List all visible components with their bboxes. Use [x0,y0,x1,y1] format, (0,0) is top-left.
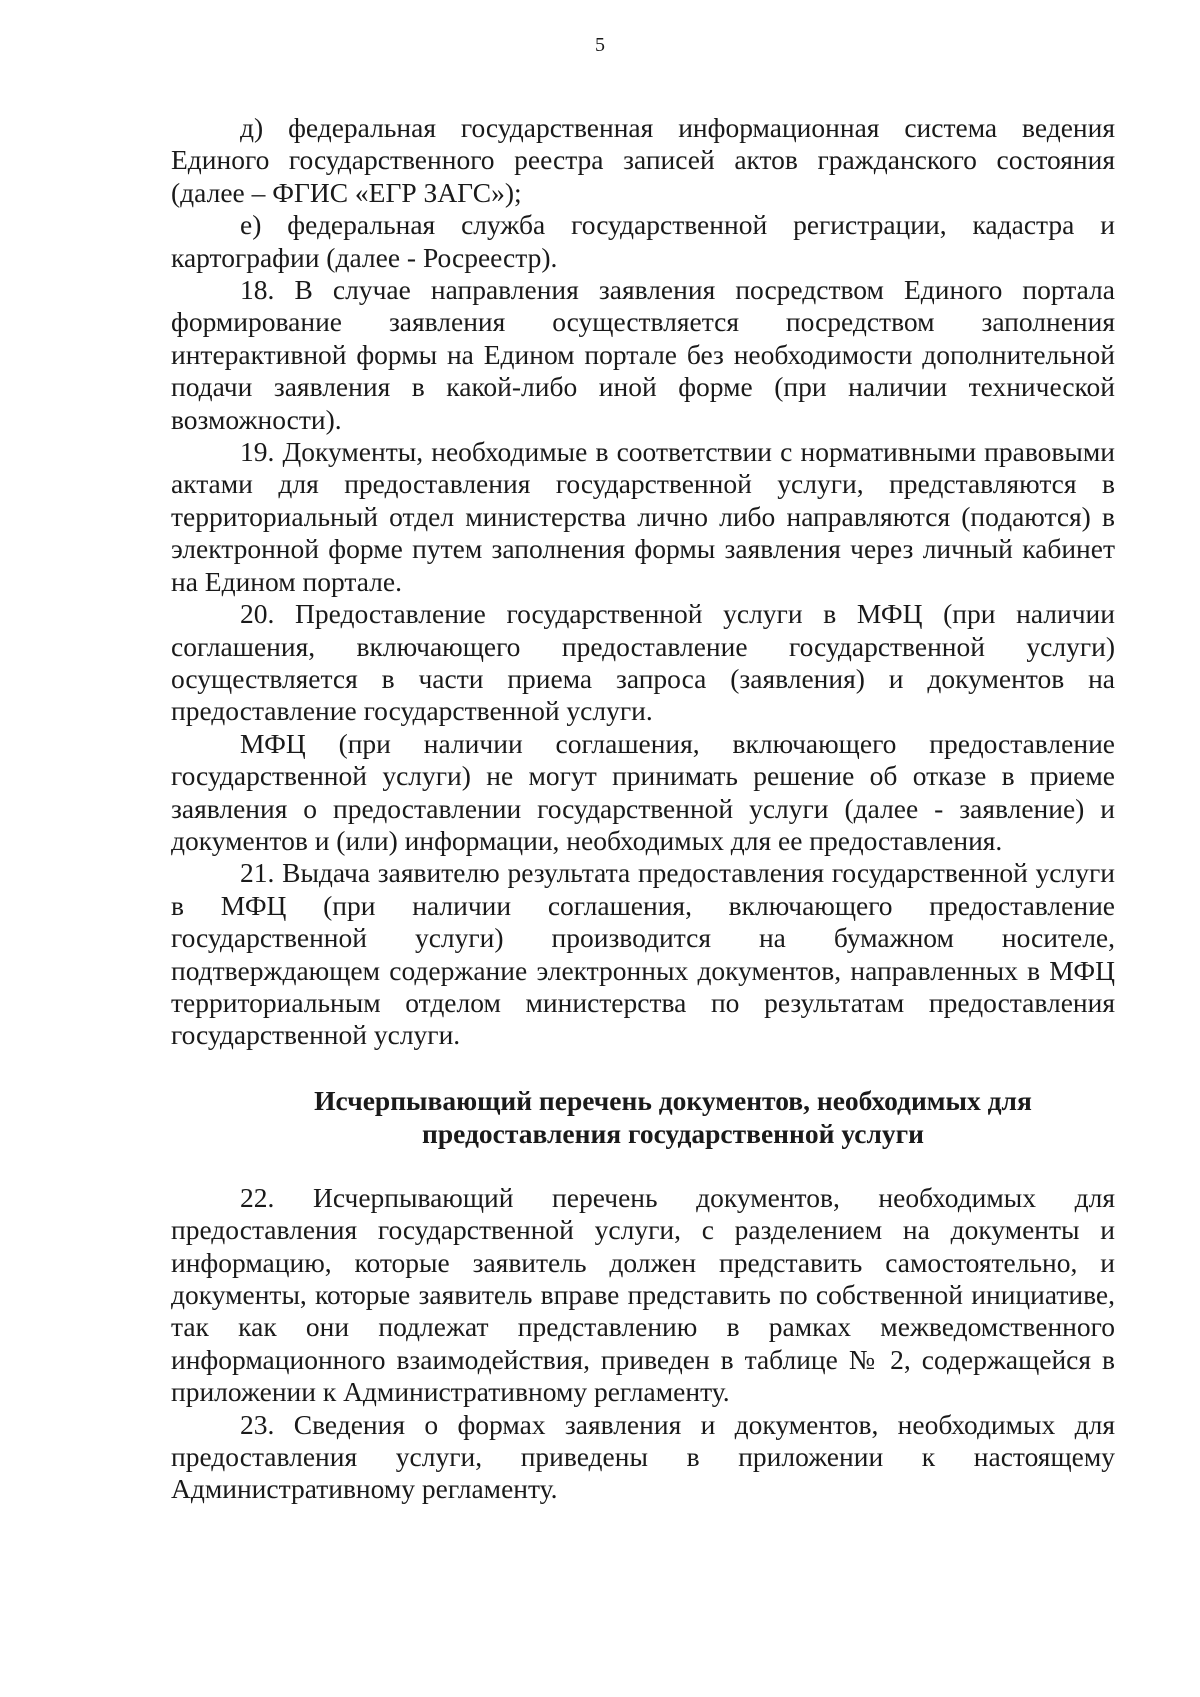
section-heading-line-2: предоставления государственной услуги [422,1117,924,1149]
paragraph-23: 23. Сведения о формах заявления и документов, необходимых для предоставления услуги, приведены в приложении к настоящему Административному регламенту. [171,1408,1115,1505]
page-number: 5 [595,34,605,56]
paragraph-d: д) федеральная государственная информационная система ведения Единого государственного реестра записей актов гражданского состояния (далее – ФГИС «ЕГР ЗАГС»); [171,112,1115,208]
section-heading [171,1084,1115,1150]
paragraph-20: 20. Предоставление государственной услуги в МФЦ (при наличии соглашения, включающего предоставление государственной услуги) осуществляется в части приема запроса (заявления) и документов на предоставление государственной услуги. [171,598,1115,727]
paragraph-e: е) федеральная служба государственной регистрации, кадастра и картографии (далее - Росреестр). [171,209,1115,273]
document-body [171,112,1115,1506]
paragraph-22: 22. Исчерпывающий перечень документов, необходимых для предоставления государственной услуги, с разделением на документы и информацию, которые заявитель должен представить самостоятельно, и документы, которые заявитель вправе представить по собственной инициативе, так как они подлежат представлению в рамках межведомственного информационного взаимодействия, приведен в таблице № 2, содержащейся в приложении к Административному регламенту. [171,1181,1115,1408]
paragraph-mfc: МФЦ (при наличии соглашения, включающего предоставление государственной услуги) не могут принимать решение об отказе в приеме заявления о предоставлении государственной услуги (далее - заявление) и документов и (или) информации, необходимых для ее предоставления. [171,727,1115,856]
paragraph-21: 21. Выдача заявителю результата предоставления государственной услуги в МФЦ (при наличии соглашения, включающего предоставление государственной услуги) производится на бумажном носителе, подтверждающем содержание электронных документов, направленных в МФЦ территориальным отделом министерства по результатам предоставления государственной услуги. [171,857,1115,1051]
paragraph-19: 19. Документы, необходимые в соответствии с нормативными правовыми актами для предоставления государственной услуги, представляются в территориальный отдел министерства лично либо направляются (подаются) в электронной форме путем заполнения формы заявления через личный кабинет на Едином портале. [171,436,1115,597]
section-heading-line-1: Исчерпывающий перечень документов, необходимых для [314,1084,1032,1116]
paragraph-18: 18. В случае направления заявления посредством Единого портала формирование заявления осуществляется посредством заполнения интерактивной формы на Едином портале без необходимости дополнительной подачи заявления в какой-либо иной форме (при наличии технической возможности). [171,274,1115,435]
